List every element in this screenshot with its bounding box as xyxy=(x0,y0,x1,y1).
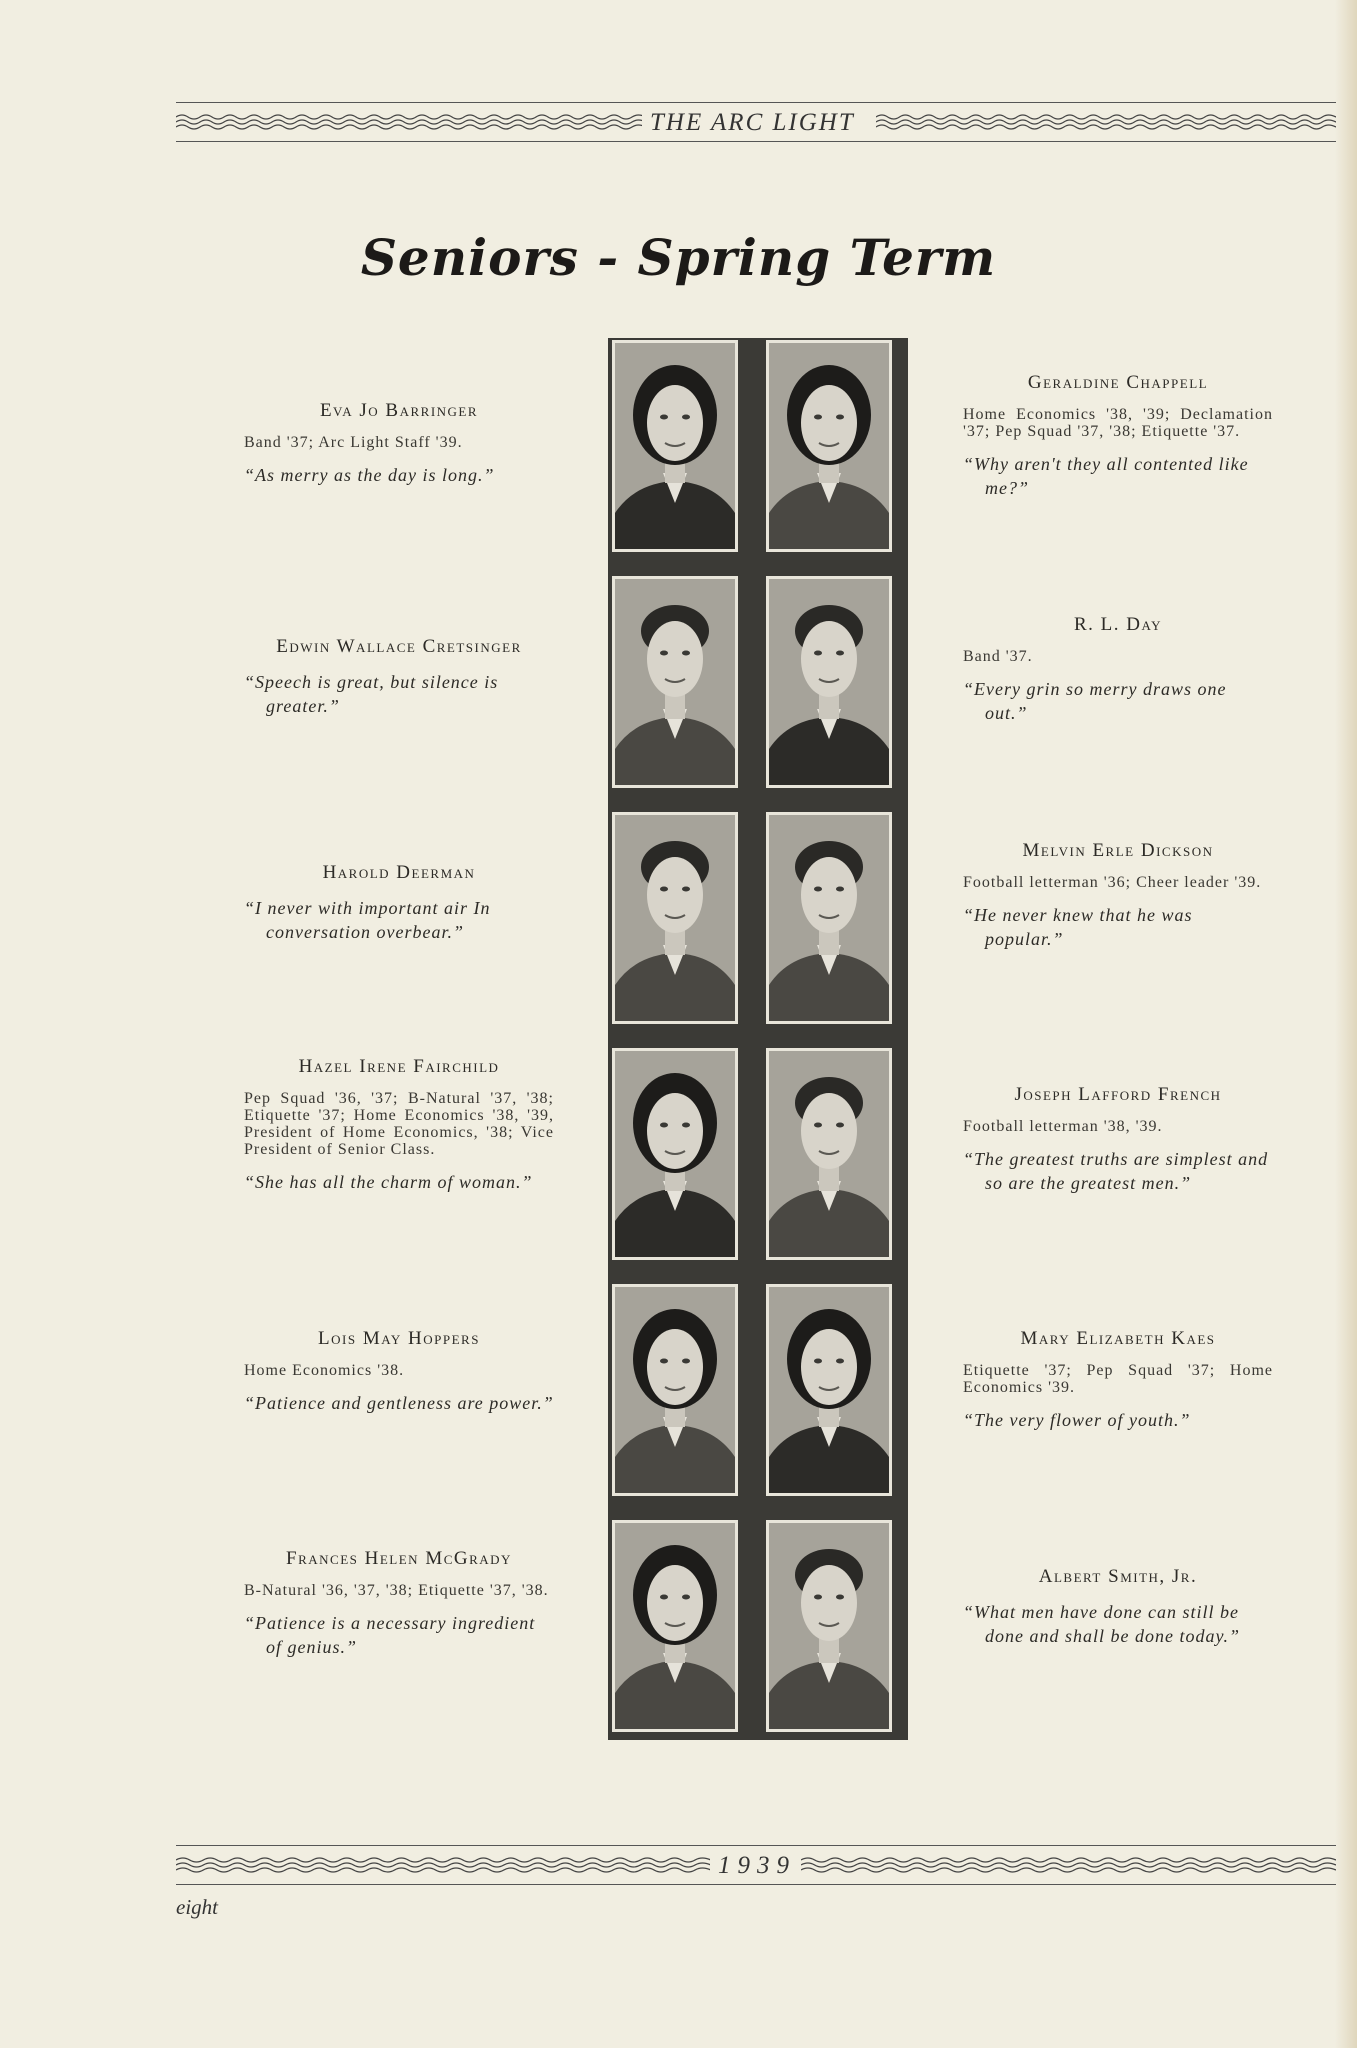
senior-entry-right-5 xyxy=(963,1330,1273,1432)
senior-name: Mary Elizabeth Kaes xyxy=(1020,1328,1216,1349)
senior-name: Hazel Irene Fairchild xyxy=(298,1056,500,1077)
senior-name: Joseph Lafford French xyxy=(1014,1084,1222,1105)
senior-quote: “Patience and gentleness are power.” xyxy=(244,1393,554,1413)
portrait-photo xyxy=(612,1048,738,1260)
senior-name: Geraldine Chappell xyxy=(1027,372,1209,393)
senior-activities: B-Natural '36, '37, '38; Etiquette '37, '38. xyxy=(244,1582,549,1599)
wave-ornament-left xyxy=(176,1856,711,1874)
yearbook-year: 1939 xyxy=(710,1852,804,1880)
senior-entry-right-1 xyxy=(963,374,1273,500)
senior-name: Melvin Erle Dickson xyxy=(1022,840,1214,861)
senior-entry-right-6 xyxy=(963,1568,1273,1648)
senior-activities: Football letterman '36; Cheer leader '39. xyxy=(963,874,1262,891)
senior-quote: “The greatest truths are simplest and so are the greatest men.” xyxy=(963,1149,1269,1193)
senior-quote: “Every grin so merry draws one out.” xyxy=(963,679,1227,723)
portrait-photo xyxy=(766,576,892,788)
senior-entry-right-2 xyxy=(963,616,1273,725)
senior-name: Frances Helen McGrady xyxy=(286,1548,512,1569)
senior-entry-left-2 xyxy=(244,638,554,718)
senior-name: Edwin Wallace Cretsinger xyxy=(276,636,522,657)
senior-entry-right-4 xyxy=(963,1086,1273,1195)
senior-entry-left-3 xyxy=(244,864,554,944)
header-band xyxy=(176,102,1336,142)
senior-entry-right-3 xyxy=(963,842,1273,951)
portrait-photo xyxy=(612,1520,738,1732)
senior-quote: “She has all the charm of woman.” xyxy=(244,1172,533,1192)
portrait-photo xyxy=(766,1284,892,1496)
senior-entry-left-6 xyxy=(244,1550,554,1659)
senior-quote: “As merry as the day is long.” xyxy=(244,465,495,485)
senior-name: Lois May Hoppers xyxy=(318,1328,480,1349)
page-number: eight xyxy=(176,1895,218,1919)
portrait-photo xyxy=(766,1048,892,1260)
senior-activities: Band '37. xyxy=(963,648,1033,665)
senior-name: Eva Jo Barringer xyxy=(319,400,479,421)
portrait-photo xyxy=(612,340,738,552)
senior-quote: “Speech is great, but silence is greater.” xyxy=(244,672,499,716)
page-edge-shadow xyxy=(1335,0,1357,2048)
senior-activities: Pep Squad '36, '37; B-Natural '37, '38; Etiquette '37; Home Economics '38, '39, President of Home Economics, '38; Vice President of Senior Class. xyxy=(244,1090,554,1158)
page-heading: Seniors - Spring Term xyxy=(360,228,997,287)
senior-quote: “He never knew that he was popular.” xyxy=(963,905,1193,949)
senior-quote: “I never with important air In conversation overbear.” xyxy=(244,898,491,942)
portrait-photo xyxy=(766,340,892,552)
senior-name: Harold Deerman xyxy=(322,862,476,883)
wave-ornament-left xyxy=(176,113,646,131)
portrait-photo xyxy=(766,812,892,1024)
wave-ornament-right xyxy=(876,113,1336,131)
senior-quote: “Patience is a necessary ingredient of genius.” xyxy=(244,1613,536,1657)
senior-entry-left-4 xyxy=(244,1058,554,1194)
senior-entry-left-5 xyxy=(244,1330,554,1415)
senior-activities: Home Economics '38. xyxy=(244,1362,405,1379)
senior-quote: “What men have done can still be done and shall be done today.” xyxy=(963,1602,1240,1646)
wave-ornament-right xyxy=(801,1856,1336,1874)
senior-name: Albert Smith, Jr. xyxy=(1038,1566,1198,1587)
footer-band xyxy=(176,1845,1336,1885)
senior-name: R. L. Day xyxy=(1073,614,1163,635)
senior-quote: “Why aren't they all contented like me?” xyxy=(963,454,1249,498)
senior-activities: Band '37; Arc Light Staff '39. xyxy=(244,434,463,451)
portrait-grid xyxy=(608,338,908,1740)
portrait-photo xyxy=(612,812,738,1024)
senior-activities: Etiquette '37; Pep Squad '37; Home Economics '39. xyxy=(963,1362,1273,1396)
portrait-photo xyxy=(612,576,738,788)
publication-title: THE ARC LIGHT xyxy=(642,109,863,137)
senior-activities: Home Economics '38, '39; Declamation '37; Pep Squad '37, '38; Etiquette '37. xyxy=(963,406,1273,440)
portrait-photo xyxy=(612,1284,738,1496)
senior-activities: Football letterman '38, '39. xyxy=(963,1118,1163,1135)
senior-quote: “The very flower of youth.” xyxy=(963,1410,1191,1430)
portrait-photo xyxy=(766,1520,892,1732)
senior-entry-left-1 xyxy=(244,402,554,487)
